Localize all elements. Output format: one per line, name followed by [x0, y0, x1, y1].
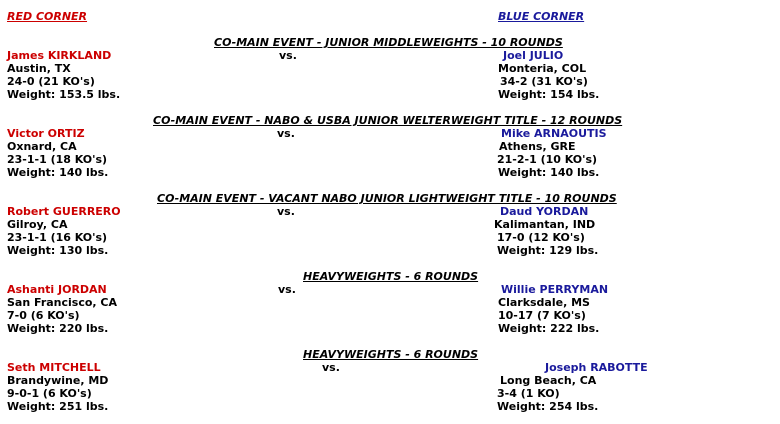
- bout-5-title: HEAVYWEIGHTS - 6 ROUNDS: [303, 348, 479, 361]
- bout-2-red-hometown: Oxnard, CA: [7, 140, 77, 153]
- bout-1-blue-weight: Weight: 154 lbs.: [498, 88, 600, 101]
- bout-4-red-name: Ashanti JORDAN: [7, 283, 107, 296]
- bout-1-red-name: James KIRKLAND: [7, 49, 112, 62]
- bout-1-vs: vs.: [279, 49, 297, 62]
- bout-5-blue-weight: Weight: 254 lbs.: [497, 400, 599, 413]
- bout-3-red-hometown: Gilroy, CA: [7, 218, 68, 231]
- bout-1-red-hometown: Austin, TX: [7, 62, 71, 75]
- bout-2-red-name: Victor ORTIZ: [7, 127, 85, 140]
- bout-4-title: HEAVYWEIGHTS - 6 ROUNDS: [303, 270, 479, 283]
- bout-3-blue-hometown: Kalimantan, IND: [494, 218, 596, 231]
- bout-2-blue-weight: Weight: 140 lbs.: [498, 166, 600, 179]
- bout-3-title: CO-MAIN EVENT - VACANT NABO JUNIOR LIGHTWEIGHT TITLE - 10 ROUNDS: [157, 192, 617, 205]
- bout-1-red-record: 24-0 (21 KO's): [7, 75, 95, 88]
- bout-3-red-name: Robert GUERRERO: [7, 205, 121, 218]
- bout-1-blue-hometown: Monteria, COL: [498, 62, 587, 75]
- bout-3-red-weight: Weight: 130 lbs.: [7, 244, 109, 257]
- blue-corner-heading: BLUE CORNER: [498, 10, 585, 23]
- bout-5-red-record: 9-0-1 (6 KO's): [7, 387, 92, 400]
- bout-2-blue-name: Mike ARNAOUTIS: [501, 127, 607, 140]
- bout-4-vs: vs.: [278, 283, 296, 296]
- bout-5-red-hometown: Brandywine, MD: [7, 374, 109, 387]
- bout-2-title: CO-MAIN EVENT - NABO & USBA JUNIOR WELTERWEIGHT TITLE - 12 ROUNDS: [153, 114, 623, 127]
- bout-3-vs: vs.: [277, 205, 295, 218]
- bout-4-red-record: 7-0 (6 KO's): [7, 309, 80, 322]
- bout-5-blue-hometown: Long Beach, CA: [500, 374, 597, 387]
- bout-5-vs: vs.: [322, 361, 340, 374]
- bout-2-blue-record: 21-2-1 (10 KO's): [497, 153, 598, 166]
- bout-5-red-name: Seth MITCHELL: [7, 361, 101, 374]
- bout-1-blue-name: Joel JULIO: [503, 49, 564, 62]
- bout-3-blue-name: Daud YORDAN: [500, 205, 589, 218]
- bout-5-red-weight: Weight: 251 lbs.: [7, 400, 109, 413]
- bout-1-blue-record: 34-2 (31 KO's): [500, 75, 588, 88]
- bout-3-blue-weight: Weight: 129 lbs.: [497, 244, 599, 257]
- bout-4-blue-record: 10-17 (7 KO's): [498, 309, 586, 322]
- bout-5-blue-record: 3-4 (1 KO): [497, 387, 560, 400]
- bout-4-blue-name: Willie PERRYMAN: [501, 283, 609, 296]
- bout-3-red-record: 23-1-1 (16 KO's): [7, 231, 108, 244]
- bout-4-red-hometown: San Francisco, CA: [7, 296, 118, 309]
- bout-4-red-weight: Weight: 220 lbs.: [7, 322, 109, 335]
- bout-1-title: CO-MAIN EVENT - JUNIOR MIDDLEWEIGHTS - 10 ROUNDS: [214, 36, 563, 49]
- bout-5-blue-name: Joseph RABOTTE: [545, 361, 648, 374]
- red-corner-heading: RED CORNER: [7, 10, 88, 23]
- bout-2-vs: vs.: [277, 127, 295, 140]
- bout-2-red-weight: Weight: 140 lbs.: [7, 166, 109, 179]
- bout-2-red-record: 23-1-1 (18 KO's): [7, 153, 108, 166]
- bout-4-blue-weight: Weight: 222 lbs.: [498, 322, 600, 335]
- bout-4-blue-hometown: Clarksdale, MS: [498, 296, 590, 309]
- bout-3-blue-record: 17-0 (12 KO's): [497, 231, 585, 244]
- bout-1-red-weight: Weight: 153.5 lbs.: [7, 88, 121, 101]
- bout-2-blue-hometown: Athens, GRE: [499, 140, 576, 153]
